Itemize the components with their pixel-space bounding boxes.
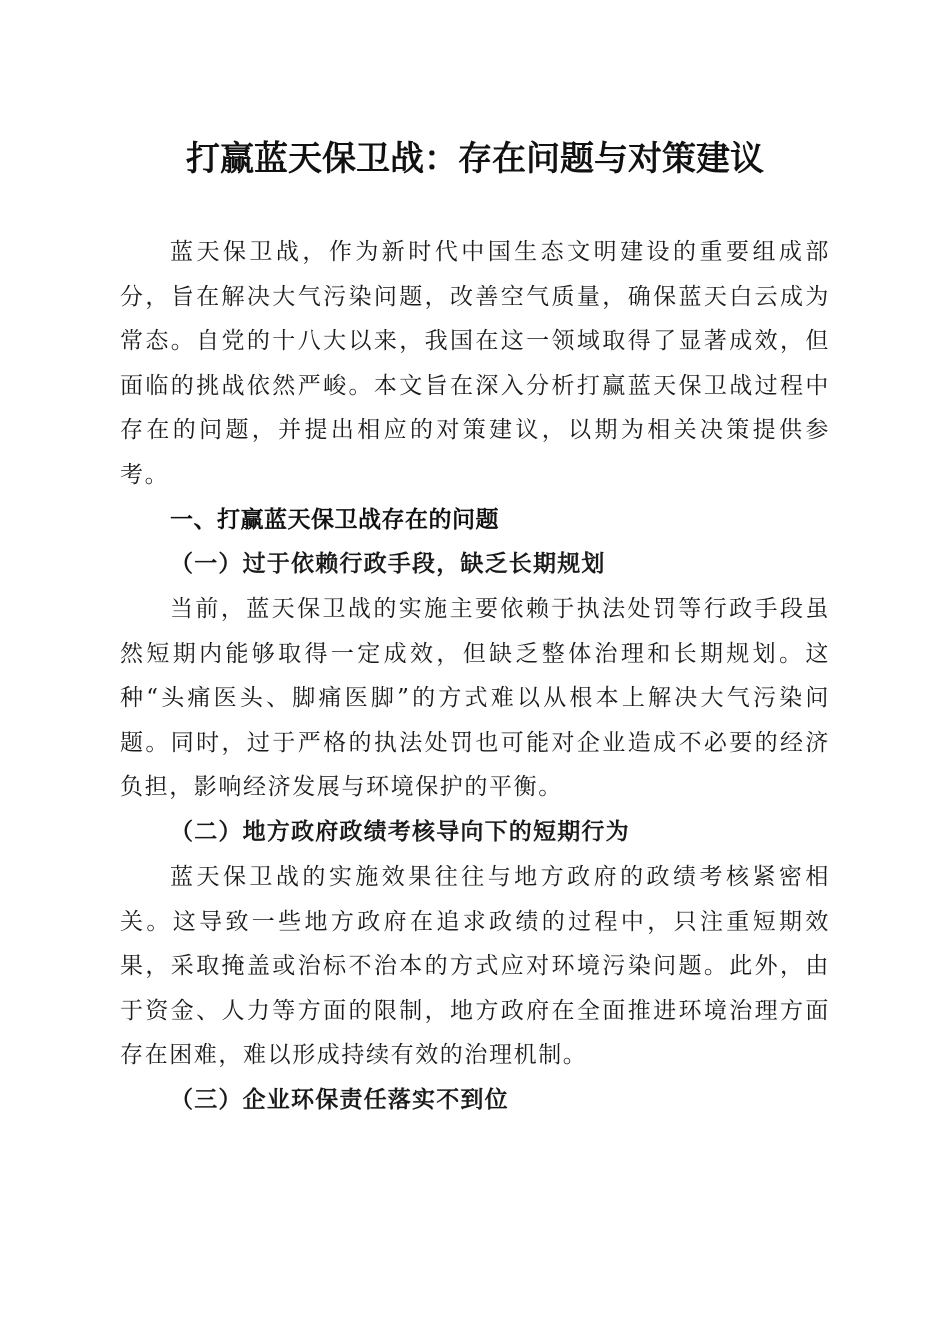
- subsection-1-heading: （一）过于依赖行政手段，缺乏长期规划: [170, 550, 606, 577]
- section-1-heading: 一、打赢蓝天保卫战存在的问题: [170, 507, 499, 533]
- intro-paragraph: 蓝天保卫战，作为新时代中国生态文明建设的重要组成部分，旨在解决大气污染问题，改善空气质量，确保蓝天白云成为常态。自党的十八大以来，我国在这一领域取得了显著成效，但面临的挑战依然严峻。本文旨在深入分析打赢蓝天保卫战过程中存在的问题，并提出相应的对策建议，以期为相关决策提供参考。: [120, 239, 830, 488]
- subsection-2-paragraph: 蓝天保卫战的实施效果往往与地方政府的政绩考核紧密相关。这导致一些地方政府在追求政绩的过程中，只注重短期效果，采取掩盖或治标不治本的方式应对环境污染问题。此外，由于资金、人力等方面的限制，地方政府在全面推进环境治理方面存在困难，难以形成持续有效的治理机制。: [120, 864, 830, 1069]
- subsection-1-paragraph: 当前，蓝天保卫战的实施主要依赖于执法处罚等行政手段虽然短期内能够取得一定成效，但缺乏整体治理和长期规划。这种“头痛医头、脚痛医脚”的方式难以从根本上解决大气污染问题。同时，过于严格的执法处罚也可能对企业造成不必要的经济负担，影响经济发展与环境保护的平衡。: [120, 596, 830, 801]
- subsection-2-heading: （二）地方政府政绩考核导向下的短期行为: [170, 818, 630, 845]
- subsection-3-heading: （三）企业环保责任落实不到位: [170, 1086, 509, 1113]
- document-title: 打赢蓝天保卫战：存在问题与对策建议: [186, 139, 764, 179]
